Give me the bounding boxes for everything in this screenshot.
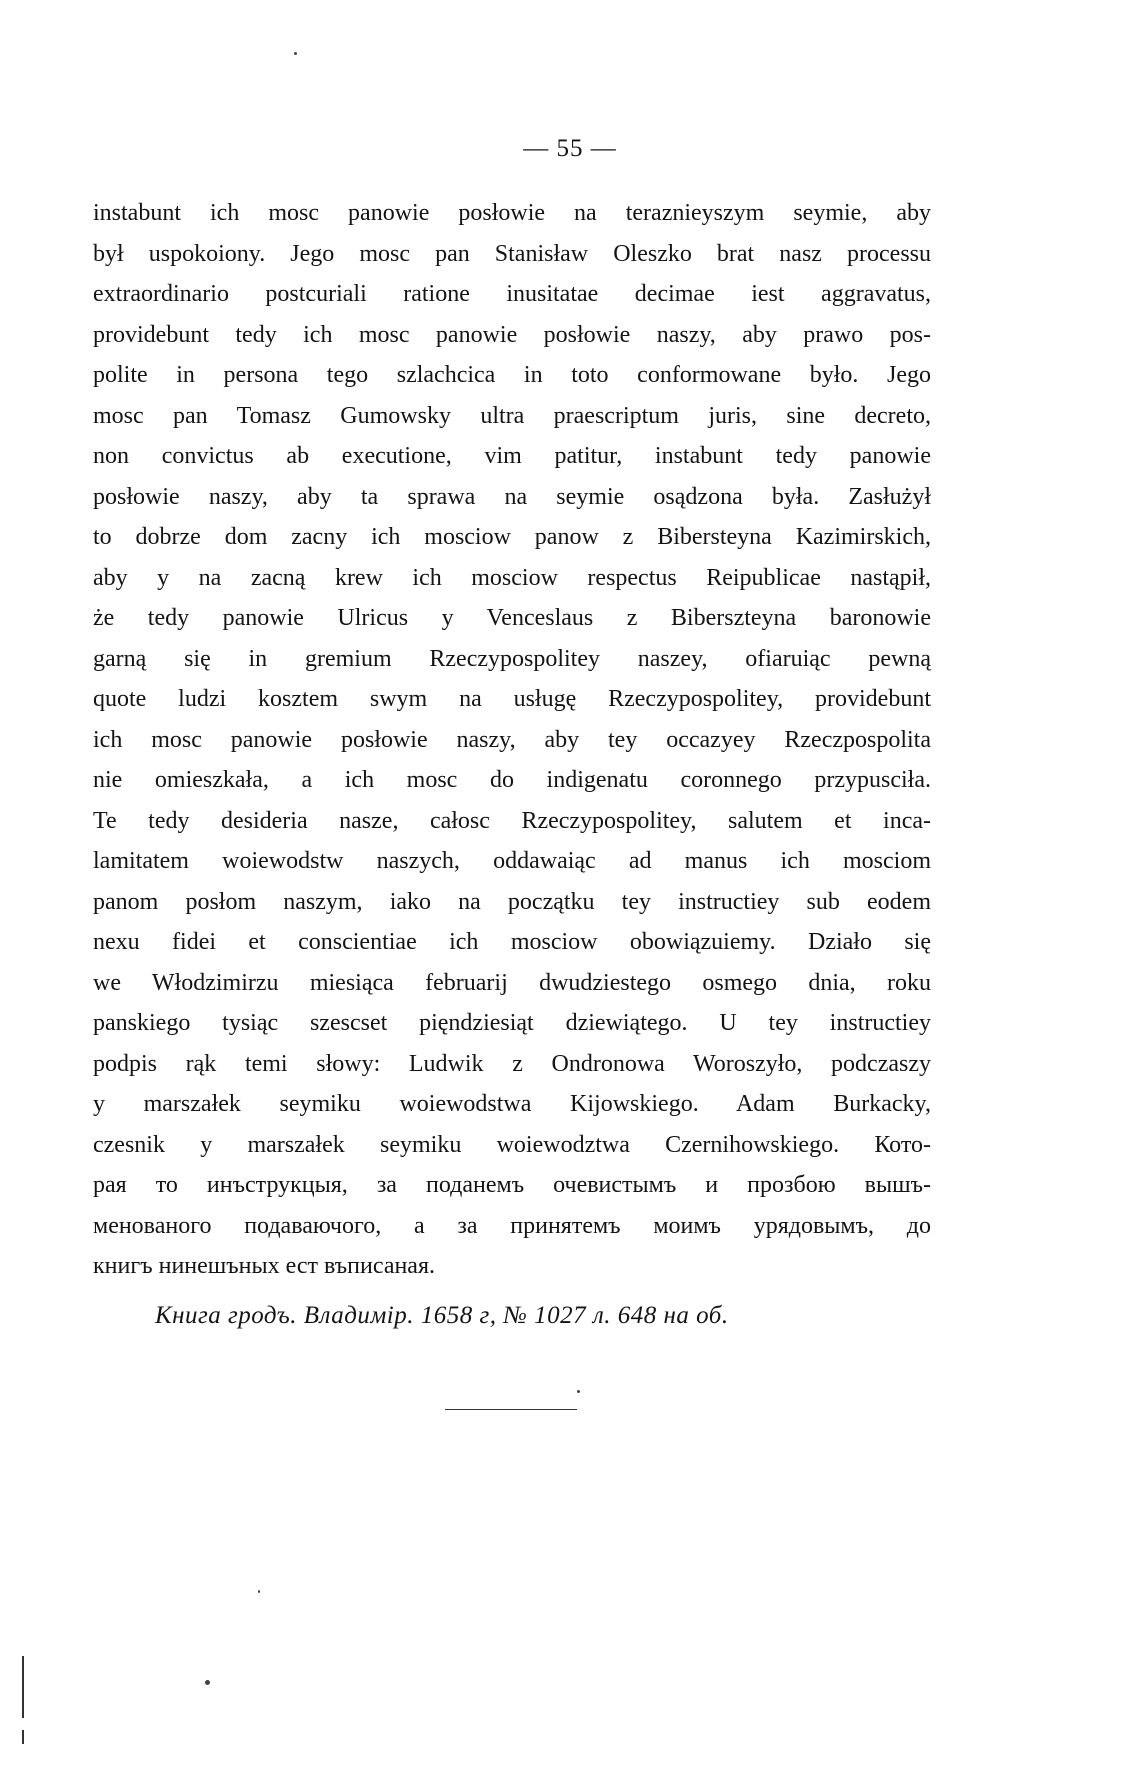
text-line: panom posłom naszym, iako na początku tey instructiey sub eodem [93, 888, 931, 915]
scan-speck [205, 1680, 210, 1685]
text-line: panskiego tysiąc szescset pięndziesiąt dziewiątego. U tey instructiey [93, 1010, 931, 1036]
text-line: y marszałek seymiku woiewodstwa Kijowskiego. Adam Burkacky, [93, 1091, 931, 1117]
text-line: czesnik y marszałek seymiku woiewodztwa Czernihowskiego. Кото- [93, 1131, 931, 1158]
text-line: quote ludzi kosztem swym na usługę Rzeczypospolitey, providebunt [93, 686, 931, 712]
page-number: — 55 — [523, 135, 617, 162]
text-line: providebunt tedy ich mosc panowie posłowie naszy, aby prawo pos- [93, 321, 931, 348]
text-line: garną się in gremium Rzeczypospolitey naszey, ofiaruiąc pewną [93, 645, 931, 672]
text-line: polite in persona tego szlachcica in toto conformowane było. Jego [93, 362, 931, 388]
archival-citation: Книга гродъ. Владимір. 1658 г, № 1027 л. 648 на об. [155, 1302, 729, 1329]
text-line: podpis rąk temi słowy: Ludwik z Ondronowa Woroszyło, podczaszy [93, 1050, 931, 1077]
text-line: lamitatem woiewodstw naszych, oddawaiąc ad manus ich mosciom [93, 848, 931, 874]
body-text [93, 193, 931, 1287]
text-line: to dobrze dom zacny ich mosciow panow z Bibersteyna Kazimirskich, [93, 524, 931, 550]
text-line-last: книгъ нинешъных ест въписаная. [93, 1253, 435, 1279]
text-line: instabunt ich mosc panowie posłowie na teraznieyszym seymie, aby [93, 200, 931, 226]
text-line: non convictus ab executione, vim patitur, instabunt tedy panowie [93, 443, 931, 469]
scan-speck [577, 1390, 580, 1393]
text-line: mosc pan Tomasz Gumowsky ultra praescriptum juris, sine decreto, [93, 402, 931, 429]
text-line: Te tedy desideria nasze, całosc Rzeczypospolitey, salutem et inca- [93, 807, 931, 834]
scan-speck [258, 1590, 260, 1593]
scan-margin-mark [22, 1730, 24, 1744]
text-line: менованого подаваючого, а за принятемъ моимъ урядовымъ, до [93, 1212, 931, 1239]
scan-speck [294, 52, 297, 55]
scan-margin-mark [22, 1656, 24, 1718]
text-line: nie omieszkała, a ich mosc do indigenatu coronnego przypusciła. [93, 767, 931, 793]
text-line: рая то инъструкцыя, за поданемъ очевистымъ и прозбою вышъ- [93, 1172, 931, 1198]
text-line: posłowie naszy, aby ta sprawa na seymie osądzona była. Zasłużył [93, 483, 931, 510]
text-line: ich mosc panowie posłowie naszy, aby tey occazyey Rzeczpospolita [93, 726, 931, 753]
text-line: we Włodzimirzu miesiąca februarij dwudziestego osmego dnia, roku [93, 969, 931, 996]
text-line: aby y na zacną krew ich mosciow respectus Reipublicae nastąpił, [93, 564, 931, 591]
text-line: był uspokoiony. Jego mosc pan Stanisław Oleszko brat nasz processu [93, 240, 931, 267]
text-line: nexu fidei et conscientiae ich mosciow obowiązuiemy. Działo się [93, 929, 931, 955]
text-line: extraordinario postcuriali ratione inusitatae decimae iest aggravatus, [93, 281, 931, 307]
end-rule-divider [445, 1409, 577, 1410]
text-line: że tedy panowie Ulricus y Venceslaus z Biberszteyna baronowie [93, 605, 931, 631]
